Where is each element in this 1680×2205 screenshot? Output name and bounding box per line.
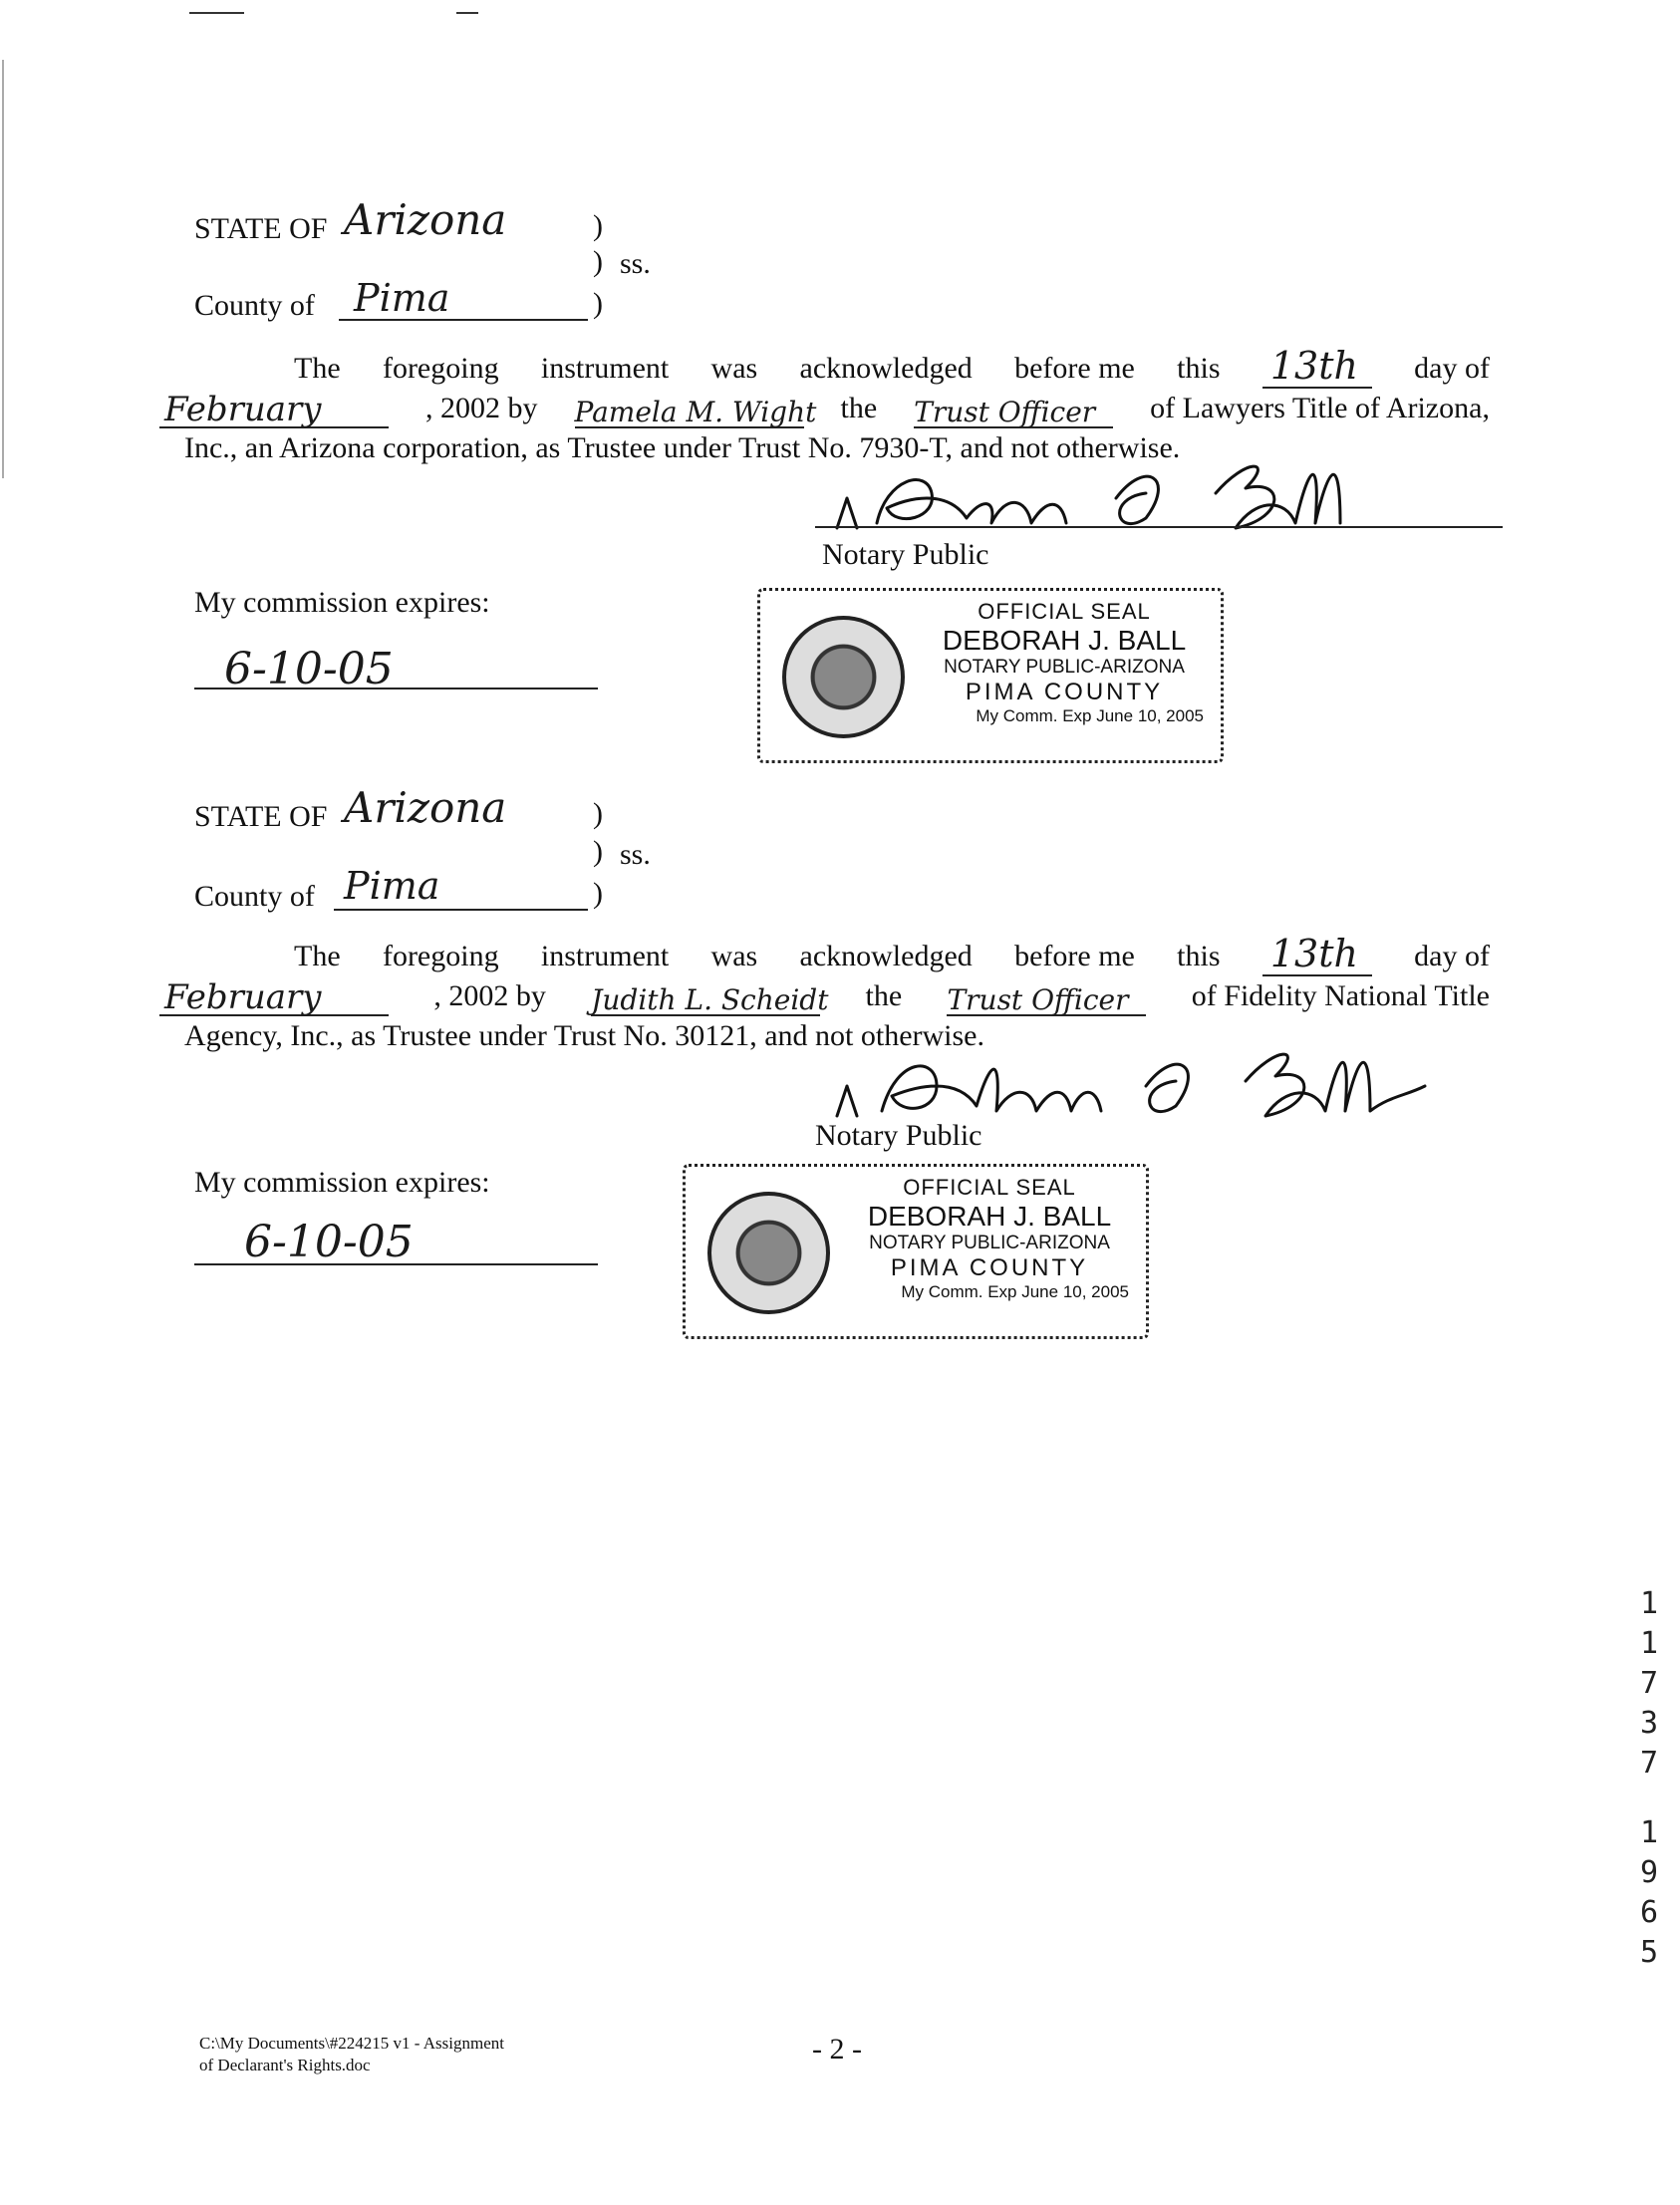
month-handwritten: February [164,390,322,429]
signer-handwritten: Judith L. Scheidt [591,983,829,1016]
day-handwritten: 13th [1269,344,1358,388]
seal-text: OFFICIAL SEAL DEBORAH J. BALL NOTARY PUBLIC-ARIZONA PIMA COUNTY My Comm. Exp June 10, 2005 [867,1175,1129,1301]
commission-underline [194,688,598,689]
county-label: County of [194,880,315,913]
footer-file-path: C:\My Documents\#224215 v1 - Assignment of Declarant's Rights.doc [199,2034,504,2074]
seal-text: OFFICIAL SEAL DEBORAH J. BALL NOTARY PUBLIC-ARIZONA PIMA COUNTY My Comm. Exp June 10, 2005 [942,599,1204,725]
county-underline [334,909,588,911]
notary-signature-1 [817,438,1375,548]
month-handwritten: February [164,977,322,1017]
bracket: ) [593,209,603,242]
bracket: ) [593,797,603,830]
state-value-handwritten: Arizona [344,783,507,832]
scan-mark [456,12,478,14]
notary-public-label: Notary Public [822,538,989,571]
bracket: ) [593,245,603,278]
acknowledgment-line3: Inc., an Arizona corporation, as Trustee under Trust No. 7930-T, and not otherwise. [184,431,1181,464]
state-emblem-icon [707,1192,830,1314]
bracket: ) [593,877,603,910]
ss-label: ss. [620,838,651,871]
commission-value-handwritten: 6-10-05 [224,644,394,694]
state-label: STATE OF [194,212,328,245]
commission-label: My commission expires: [194,586,490,619]
commission-label: My commission expires: [194,1166,490,1199]
state-emblem-icon [782,616,905,738]
county-underline [339,319,588,321]
page-number: - 2 - [812,2033,862,2066]
notary-seal-1 [757,588,1224,763]
acknowledgment-paragraph: The foregoing instrument was acknowledged before me this 13th day of February , 2002 by Pamela M. Wight the Trust Officer of Lawyers Title of Arizona, Inc., an Arizona corporation, as Trustee under Trust No. 7930-T, and not otherwise. [194,349,1490,468]
ss-label: ss. [620,247,651,280]
notary-public-label: Notary Public [815,1119,982,1152]
notary-signature-line [815,526,1503,528]
county-label: County of [194,289,315,322]
signer-handwritten: Pamela M. Wight [574,396,817,428]
day-handwritten: 13th [1269,932,1358,975]
acknowledgment-paragraph: The foregoing instrument was acknowledged before me this 13th day of February , 2002 by Judith L. Scheidt the Trust Officer of Fidelity National Title Agency, Inc., as Trustee under Trust No. 30121, and not otherwise. [194,937,1490,1056]
scan-mark [189,12,244,14]
title-handwritten: Trust Officer [914,396,1096,428]
commission-value-handwritten: 6-10-05 [244,1217,414,1267]
title-handwritten: Trust Officer [947,983,1129,1016]
acknowledgment-line3: Agency, Inc., as Trustee under Trust No. 30121, and not otherwise. [184,1019,984,1052]
scan-mark [2,60,4,478]
bracket: ) [593,835,603,868]
state-label: STATE OF [194,800,328,833]
notary-seal-2 [683,1164,1149,1339]
county-value-handwritten: Pima [344,864,440,908]
county-value-handwritten: Pima [354,276,450,320]
bracket: ) [593,287,603,320]
state-value-handwritten: Arizona [344,195,507,244]
commission-underline [194,1263,598,1265]
